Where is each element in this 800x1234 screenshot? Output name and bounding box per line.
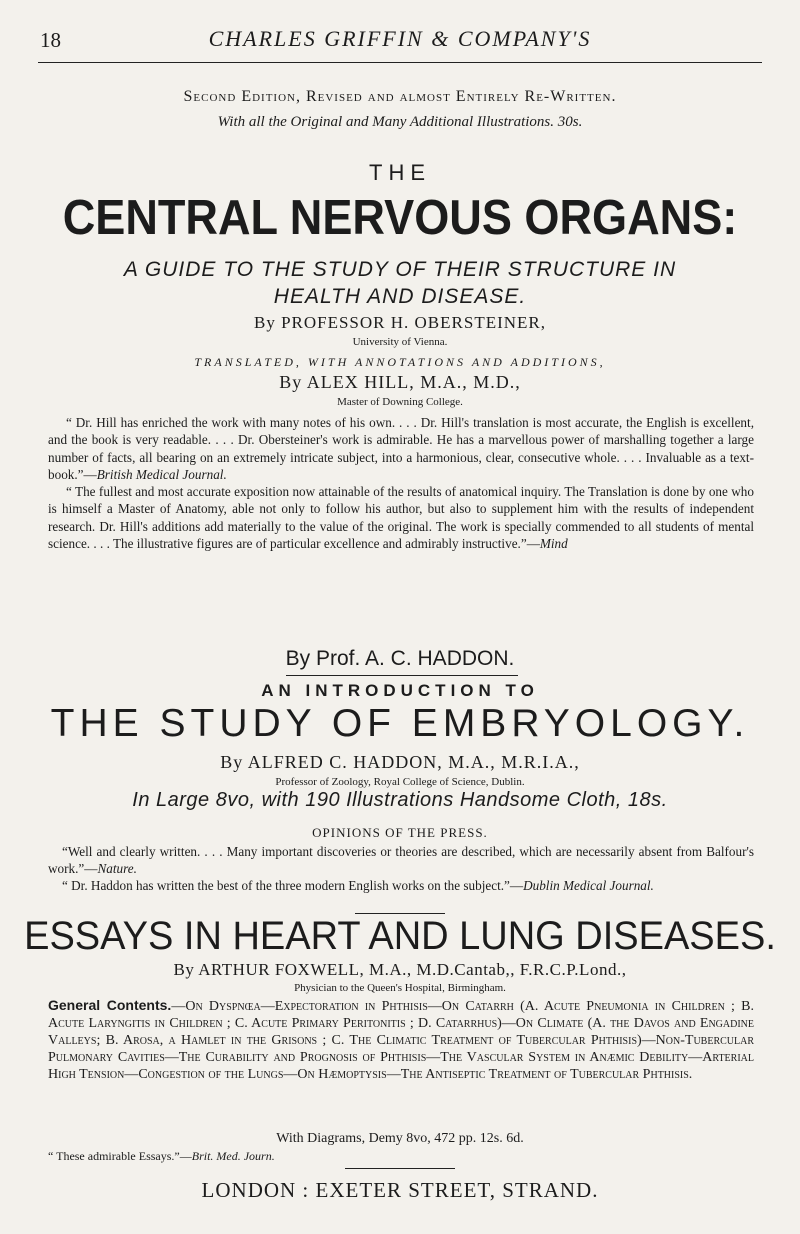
book-title-central-nervous-organs: CENTRAL NERVOUS ORGANS: — [62, 191, 738, 245]
format-line: With Diagrams, Demy 8vo, 472 pp. 12s. 6d. — [276, 1131, 524, 1146]
press-opinion — [48, 843, 754, 877]
divider-rule — [286, 675, 518, 676]
opinion-text: “Well and clearly written. . . . Many important discoveries or theories are described, which are necessarily absent from Balfour's work.”— — [48, 844, 754, 876]
review-paragraph — [48, 483, 754, 552]
press-opinion — [48, 877, 754, 894]
title-article: THE — [369, 160, 431, 185]
opinions-heading: OPINIONS OF THE PRESS. — [312, 825, 488, 840]
book-subtitle — [0, 256, 800, 310]
author-affiliation: Professor of Zoology, Royal College of Science, Dublin. — [275, 776, 525, 788]
subtitle-line-2: HEALTH AND DISEASE. — [273, 285, 527, 308]
general-contents — [48, 997, 754, 1083]
press-quote — [48, 1149, 275, 1164]
subtitle-line-1: A GUIDE TO THE STUDY OF THEIR STRUCTURE IN — [123, 258, 677, 281]
translated-line: TRANSLATED, WITH ANNOTATIONS AND ADDITIONS, — [194, 355, 606, 369]
divider-rule — [345, 1168, 455, 1169]
review-paragraph — [48, 414, 754, 483]
author-line: By ARTHUR FOXWELL, M.A., M.D.Cantab,, F.R.C.P.Lond., — [173, 960, 627, 979]
haddon-by-line: By Prof. A. C. HADDON. — [285, 647, 515, 670]
review-source: Mind — [539, 535, 568, 551]
book-title-embryology: THE STUDY OF EMBRYOLOGY. — [50, 702, 750, 745]
page-number: 18 — [40, 28, 61, 52]
review-source: British Medical Journal. — [96, 466, 227, 482]
opinion-source: Nature. — [97, 861, 137, 876]
author-line: By PROFESSOR H. OBERSTEINER, — [253, 313, 547, 332]
contents-label: General Contents. — [48, 997, 172, 1013]
running-head: CHARLES GRIFFIN & COMPANY'S — [208, 26, 592, 51]
publisher-imprint: LONDON : EXETER STREET, STRAND. — [201, 1178, 599, 1202]
edition-line: Second Edition, Revised and almost Entirely Re-Written. — [183, 88, 617, 105]
intro-line: AN INTRODUCTION TO — [261, 681, 539, 700]
format-line: In Large 8vo, with 190 Illustrations Handsome Cloth, 18s. — [132, 789, 668, 811]
author-affiliation: Physician to the Queen's Hospital, Birmingham. — [294, 982, 506, 994]
opinion-text: “ Dr. Haddon has written the best of the three modern English works on the subject.”— — [62, 878, 524, 893]
translator-affiliation: Master of Downing College. — [337, 396, 463, 408]
quote-source: Brit. Med. Journ. — [191, 1149, 275, 1163]
author-line: By ALFRED C. HADDON, M.A., M.R.I.A., — [220, 752, 580, 772]
book-title-essays: ESSAYS IN HEART AND LUNG DISEASES. — [24, 914, 776, 958]
edition-note: With all the Original and Many Additional Illustrations. 30s. — [217, 114, 583, 130]
author-affiliation: University of Vienna. — [352, 336, 448, 348]
review-text: “ Dr. Hill has enriched the work with many notes of his own. . . . Dr. Hill's translation is most accurate, the English is excellent, and the book is very readable. . . . Dr. Obersteiner's work is admirable. He has a marvellous power of marshalling together a large number of facts, all bearing on an extremely intricate subject, into a harmonious, clear, consecutive whole. . . . Invaluable as a text-book.”— — [48, 415, 754, 482]
translator-line: By ALEX HILL, M.A., M.D., — [279, 372, 521, 392]
opinion-source: Dublin Medical Journal. — [523, 878, 654, 893]
contents-text: —On Dyspnœa—Expectoration in Phthisis—On Catarrh (A. Acute Pneumonia in Children ; B. Acute Laryngitis in Children ; C. Acute Primary Peritonitis ; D. Catarrhus)—On Climate (A. the Davos and Engadine Valleys; B. Arosa, a Hamlet in the Grisons ; C. The Climatic Treatment of Tubercular Phthisis)—Non-Tubercular Pulmonary Cavities—The Curability and Prognosis of Phthisis—The Vascular System in Anæmic Debility—Arterial High Tension—Congestion of the Lungs—On Hæmoptysis—The Antiseptic Treatment of Tubercular Phthisis. — [48, 999, 754, 1082]
review-text: “ The fullest and most accurate exposition now attainable of the results of anatomical inquiry. The Translation is done by one who is himself a Master of Anatomy, able not only to follow his author, but also to supplement him with the results of independent research. Dr. Hill's additions add materially to the value of the original. The work is specially commended to all students of mental science. . . . The illustrative figures are of particular excellence and admirably instructive.”— — [48, 484, 754, 551]
quote-text: “ These admirable Essays.”— — [48, 1149, 192, 1163]
header-rule — [38, 62, 762, 63]
